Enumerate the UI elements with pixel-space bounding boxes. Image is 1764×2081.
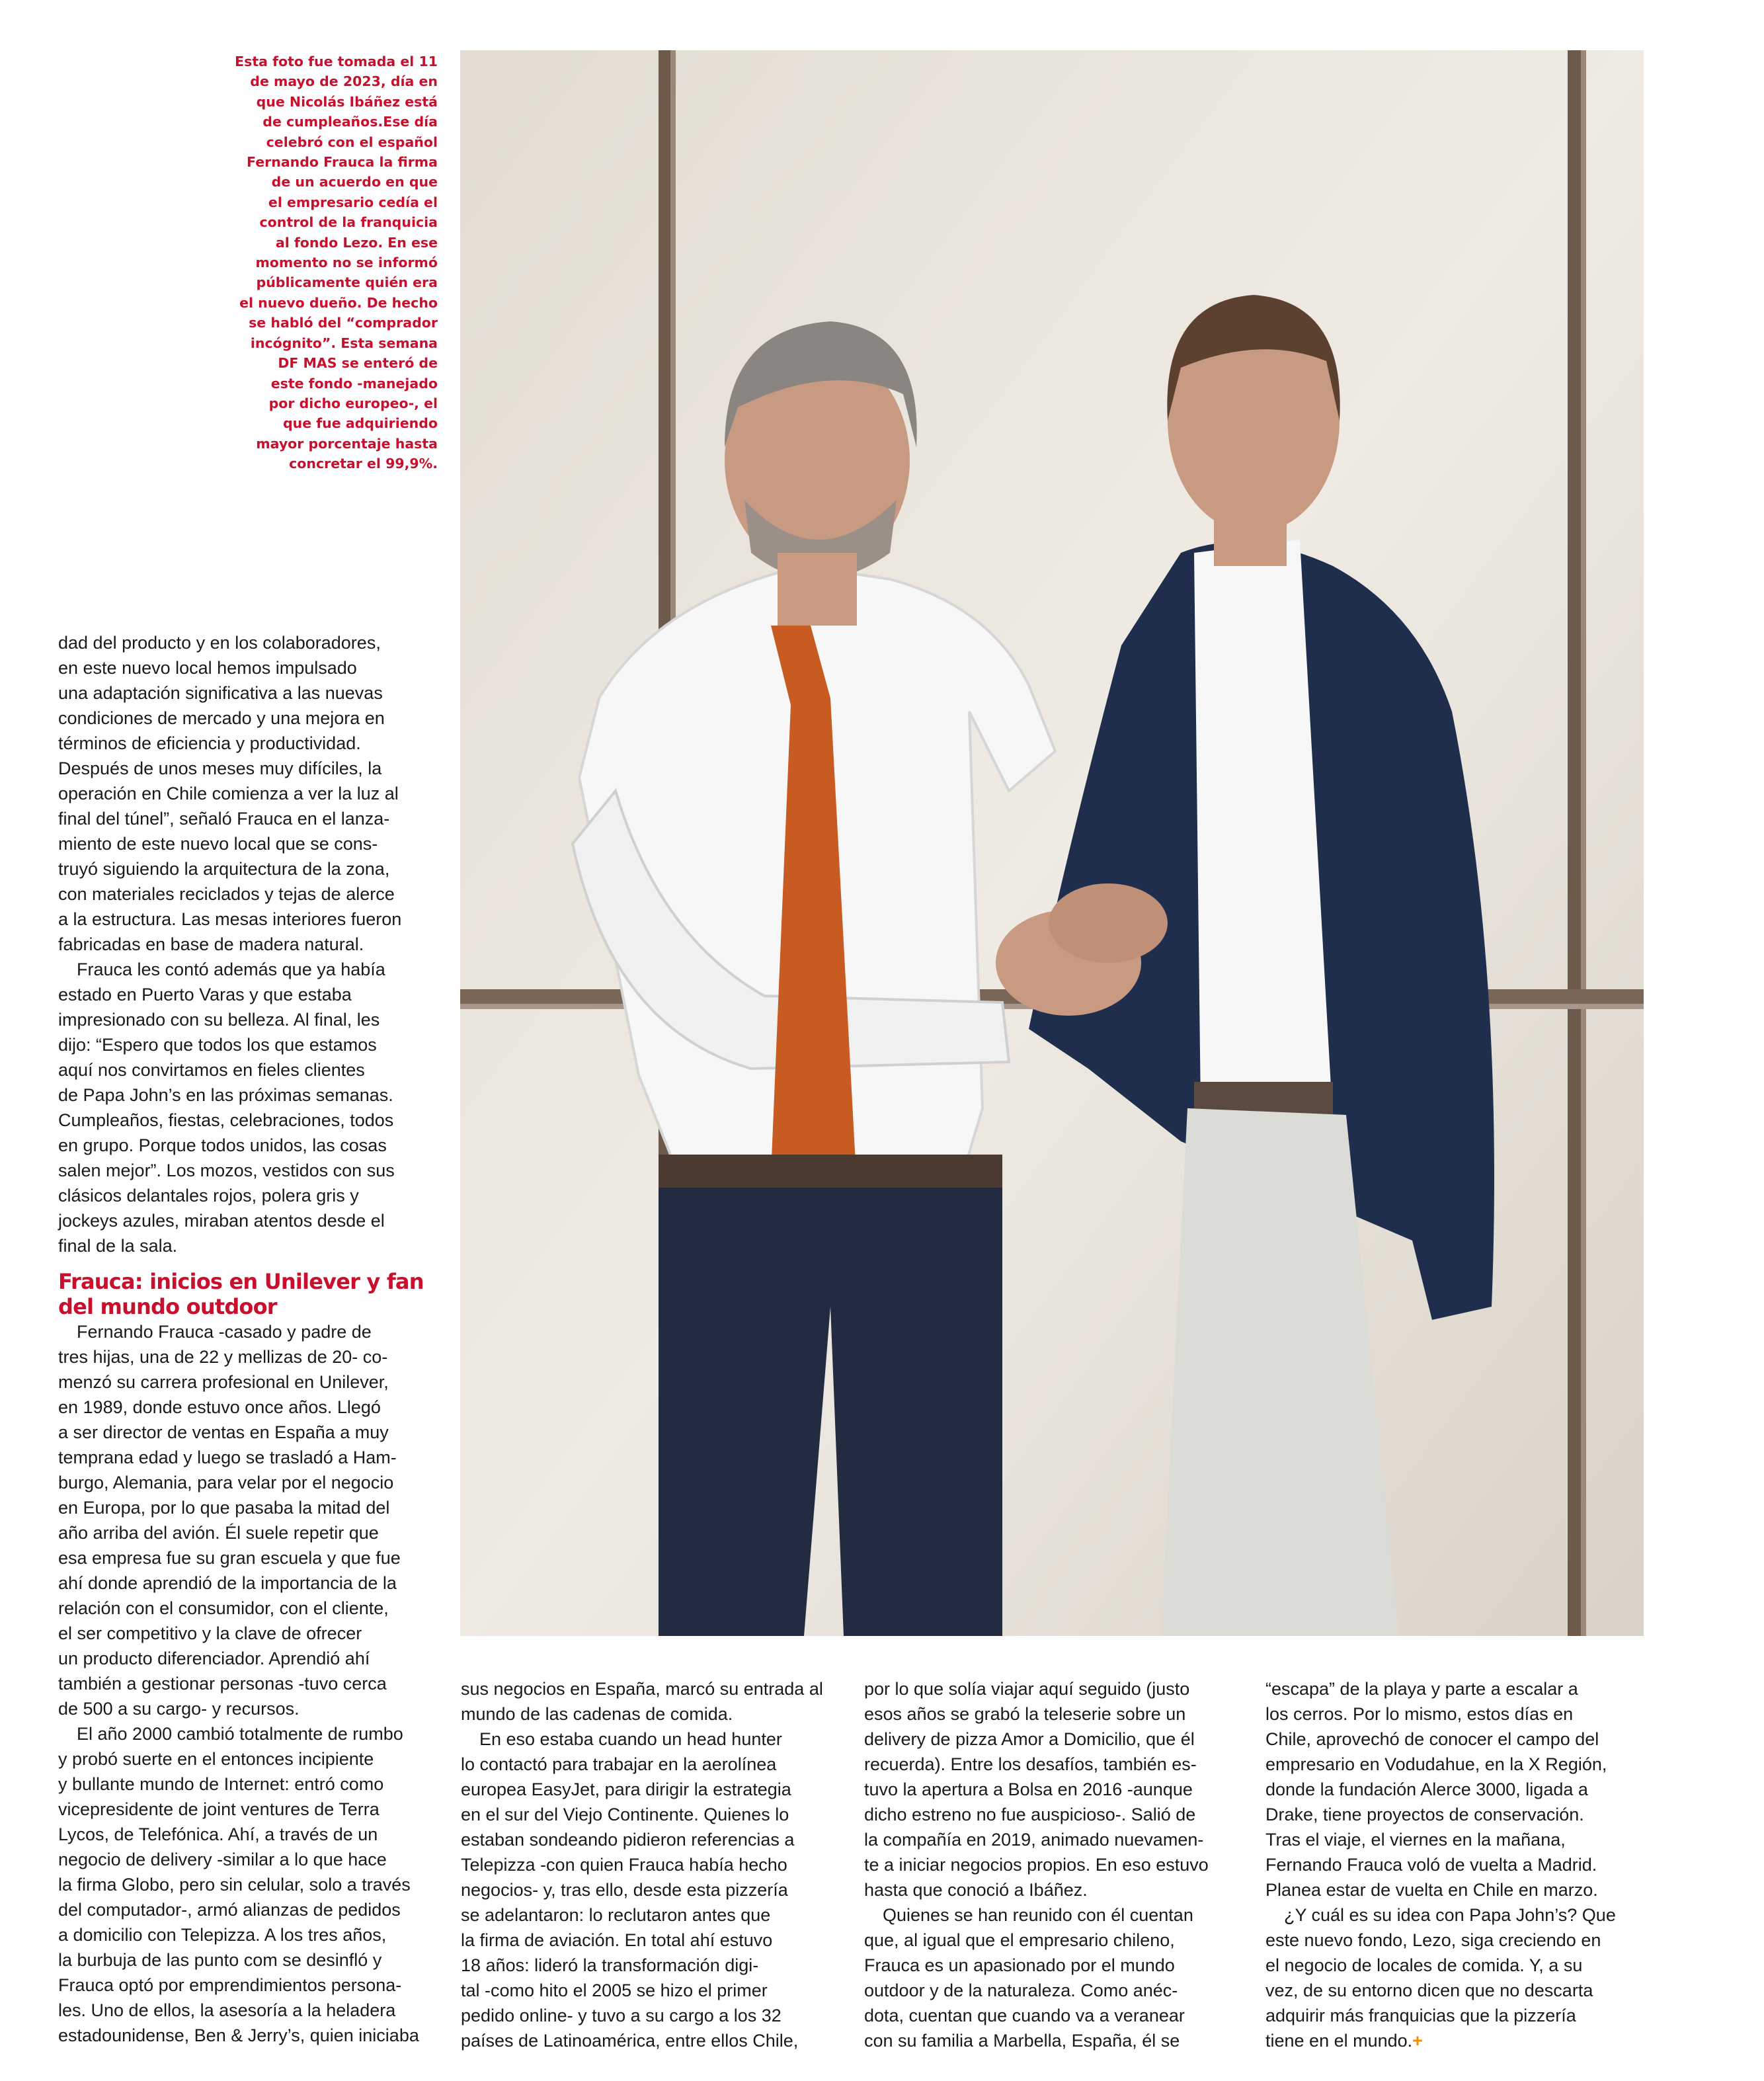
text-line: clásicos delantales rojos, polera gris y [58,1186,359,1205]
caption-line: incógnito”. Esta semana [250,335,438,351]
text-line: y bullante mundo de Internet: entró como [58,1774,384,1794]
heading-line: del mundo outdoor [58,1294,277,1319]
caption-line: mayor porcentaje hasta [256,435,438,452]
text-line: negocio de delivery -similar a lo que hace [58,1850,387,1869]
text-line [1265,2028,1649,2053]
text-line: Chile, aprovechó de conocer el campo del [1265,1729,1599,1749]
text-line: países de Latinoamérica, entre ellos Chile, [461,2031,799,2051]
caption-line: Esta foto fue tomada el 11 [235,54,438,69]
caption-line: que fue adquiriendo [282,415,438,432]
caption-line: de mayo de 2023, día en [250,73,438,90]
text-line: la firma Globo, pero sin celular, solo a través [58,1875,411,1895]
text-line: final de la sala. [58,1236,178,1256]
text-line: de 500 a su cargo- y recursos. [58,1699,300,1719]
text-line: lo contactó para trabajar en la aerolínea [461,1754,777,1774]
text-line: la compañía en 2019, animado nuevamen- [864,1830,1204,1850]
text-line: en 1989, donde estuvo once años. Llegó [58,1397,381,1417]
text-line: recuerda). Entre los desafíos, también es- [864,1754,1197,1774]
text-line: temprana edad y luego se trasladó a Ham- [58,1448,397,1467]
text-line: Lycos, de Telefónica. Ahí, a través de un [58,1824,378,1844]
text-line: a la estructura. Las mesas interiores fueron [58,909,402,929]
text-line: delivery de pizza Amor a Domicilio, que él [864,1729,1195,1749]
text-line: de Papa John’s en las próximas semanas. [58,1085,393,1105]
text-line: salen mejor”. Los mozos, vestidos con sus [58,1161,395,1180]
column-4 [1265,1676,1649,2053]
text-line: vicepresidente de joint ventures de Terra [58,1799,380,1819]
text-line: dijo: “Espero que todos los que estamos [58,1035,377,1055]
text-line: a domicilio con Telepizza. A los tres años, [58,1925,387,1945]
caption-line: Fernando Frauca la firma [247,154,438,171]
text-line: y probó suerte en el entonces incipiente [58,1749,374,1769]
text-line: mundo de las cadenas de comida. [461,1704,733,1724]
photo-two-men-handshake-icon [460,50,1644,1636]
text-line: en Europa, por lo que pasaba la mitad del [58,1498,390,1518]
text-line: estadounidense, Ben & Jerry’s, quien iniciaba [58,2025,419,2045]
end-mark-icon: + [1412,2031,1423,2051]
column-2 [461,1676,844,2053]
caption-line: concretar el 99,9%. [289,456,438,472]
text-line: tal -como hito el 2005 se hizo el primer [461,1980,768,2000]
text-line: en el sur del Viejo Continente. Quienes lo [461,1805,789,1824]
last-line-text: tiene en el mundo. [1265,2031,1413,2051]
text-line: relación con el consumidor, con el cliente, [58,1598,389,1618]
text-line: este nuevo fondo, Lezo, siga creciendo en [1265,1930,1601,1950]
text-line: vez, de su entorno dicen que no descarta [1265,1980,1593,2000]
text-line: Fernando Frauca -casado y padre de [77,1322,372,1342]
caption-line: el empresario cedía el [268,194,438,210]
text-line: el negocio de locales de comida. Y, a su [1265,1955,1583,1975]
text-line: el ser competitivo y la clave de ofrecer [58,1623,362,1643]
text-line: dota, cuentan que cuando va a veranear [864,2006,1185,2025]
text-line: Quienes se han reunido con él cuentan [883,1905,1193,1925]
text-line: final del túnel”, señaló Frauca en el lanza- [58,809,390,829]
text-line: la firma de aviación. En total ahí estuvo [461,1930,773,1950]
text-line: 18 años: lideró la transformación digi- [461,1955,759,1975]
text-line: Cumpleaños, fiestas, celebraciones, todos [58,1110,394,1130]
caption-line: este fondo -manejado [270,375,438,391]
text-line: estaban sondeando pidieron referencias a [461,1830,795,1850]
text-line: burgo, Alemania, para velar por el negocio [58,1473,394,1492]
text-line: hasta que conoció a Ibáñez. [864,1880,1088,1900]
text-line: Telepizza -con quien Frauca había hecho [461,1855,787,1875]
text-line: con su familia a Marbella, España, él se [864,2031,1180,2051]
caption-line: control de la franquicia [259,214,438,231]
text-line: europea EasyJet, para dirigir la estrategia [461,1779,791,1799]
caption-line: públicamente quién era [256,274,438,291]
left-column [58,630,442,2048]
heading-line: Frauca: inicios en Unilever y fan [58,1269,424,1294]
caption-line: momento no se informó [255,255,438,271]
text-line: Drake, tiene proyectos de conservación. [1265,1805,1584,1824]
text-line: del computador-, armó alianzas de pedidos [58,1900,401,1920]
text-line: esa empresa fue su gran escuela y que fue [58,1548,401,1568]
text-line: pedido online- y tuvo a su cargo a los 32 [461,2006,782,2025]
text-line: dicho estreno no fue auspicioso-. Salió de [864,1805,1196,1824]
text-line: les. Uno de ellos, la asesoría a la heladera [58,2000,396,2020]
caption-line: de un acuerdo en que [271,174,438,190]
text-line: donde la fundación Alerce 3000, ligada a [1265,1779,1588,1799]
text-line: outdoor y de la naturaleza. Como anéc- [864,1980,1178,2000]
text-line: la burbuja de las punto com se desinfló y [58,1950,382,1970]
text-line: ¿Y cuál es su idea con Papa John’s? Que [1284,1905,1616,1925]
text-line: Fernando Frauca voló de vuelta a Madrid. [1265,1855,1597,1875]
photo-handshake [460,50,1644,1636]
text-line: En eso estaba cuando un head hunter [479,1729,782,1749]
text-line: fabricadas en base de madera natural. [58,934,364,954]
text-line: se adelantaron: lo reclutaron antes que [461,1905,771,1925]
text-line: Después de unos meses muy difíciles, la [58,758,382,778]
text-line: en grupo. Porque todos unidos, las cosas [58,1135,387,1155]
text-line: El año 2000 cambió totalmente de rumbo [77,1724,403,1744]
text-line: “escapa” de la playa y parte a escalar a [1265,1679,1578,1699]
text-line: Frauca optó por emprendimientos persona- [58,1975,402,1995]
text-line: miento de este nuevo local que se cons- [58,834,378,854]
text-line: negocios- y, tras ello, desde esta pizzería [461,1880,788,1900]
text-line: aquí nos convirtamos en fieles clientes [58,1060,365,1080]
text-line: año arriba del avión. Él suele repetir que [58,1523,379,1543]
text-line: tres hijas, una de 22 y mellizas de 20- co- [58,1347,388,1367]
text-line: Frauca es un apasionado por el mundo [864,1955,1175,1975]
text-line: truyó siguiendo la arquitectura de la zona, [58,859,390,879]
text-line: también a gestionar personas -tuvo cerca [58,1674,387,1693]
text-line: condiciones de mercado y una mejora en [58,708,385,728]
text-line: tuvo la apertura a Bolsa en 2016 -aunque [864,1779,1193,1799]
text-line: ahí donde aprendió de la importancia de la [58,1573,397,1593]
text-line: que, al igual que el empresario chileno, [864,1930,1175,1950]
text-line: jockeys azules, miraban atentos desde el [58,1211,385,1231]
caption-line: el nuevo dueño. De hecho [239,294,438,311]
text-line: sus negocios en España, marcó su entrada al [461,1679,823,1699]
text-line: operación en Chile comienza a ver la luz al [58,784,399,803]
text-line: te a iniciar negocios propios. En eso estuvo [864,1855,1209,1875]
text-line: un producto diferenciador. Aprendió ahí [58,1649,370,1668]
text-line: empresario en Vodudahue, en la X Región, [1265,1754,1607,1774]
section-heading [58,1269,442,1319]
caption-line: celebró con el español [266,134,438,150]
text-line: estado en Puerto Varas y que estaba [58,985,352,1004]
caption-line: se habló del “comprador [249,315,438,331]
text-line: términos de eficiencia y productividad. [58,733,361,753]
text-line: por lo que solía viajar aquí seguido (justo [864,1679,1190,1699]
text-line: impresionado con su belleza. Al final, les [58,1010,380,1030]
text-line: Planea estar de vuelta en Chile en marzo. [1265,1880,1598,1900]
text-line: dad del producto y en los colaboradores, [58,633,381,653]
caption-line: por dicho europeo-, el [268,395,438,411]
caption-line: al fondo Lezo. En ese [275,234,438,251]
caption-line: que Nicolás Ibáñez está [256,93,438,110]
text-line: Tras el viaje, el viernes en la mañana, [1265,1830,1566,1850]
text-line: con materiales reciclados y tejas de alerce [58,884,395,904]
column-3 [864,1676,1248,2053]
text-line: esos años se grabó la teleserie sobre un [864,1704,1186,1724]
text-line: menzó su carrera profesional en Unilever, [58,1372,389,1392]
caption-line: DF MAS se enteró de [278,355,438,372]
text-line: Frauca les contó además que ya había [77,959,385,979]
text-line: una adaptación significativa a las nuevas [58,683,383,703]
text-line: adquirir más franquicias que la pizzería [1265,2006,1576,2025]
caption-line: de cumpleaños.Ese día [262,114,438,130]
text-line: a ser director de ventas en España a muy [58,1422,389,1442]
photo-caption [225,52,438,474]
text-line: en este nuevo local hemos impulsado [58,658,357,678]
text-line: los cerros. Por lo mismo, estos días en [1265,1704,1574,1724]
